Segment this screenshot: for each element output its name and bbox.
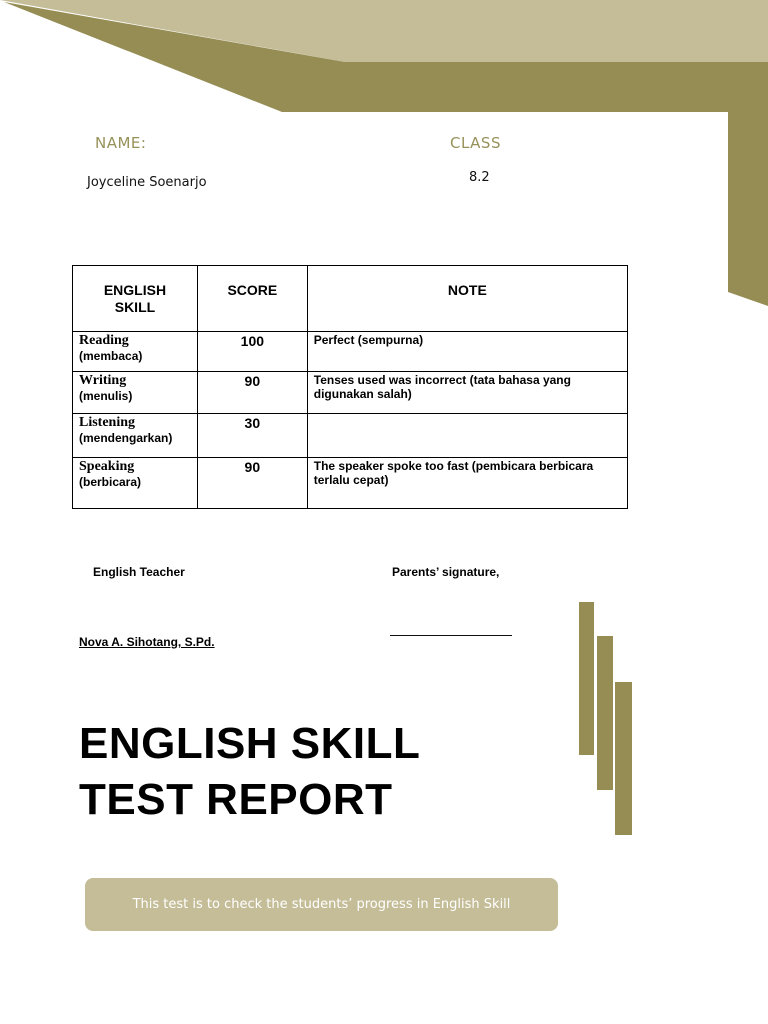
skill-cell <box>73 332 198 372</box>
skill-name: Speaking <box>79 459 135 474</box>
table-row <box>73 458 628 509</box>
skill-score-table <box>72 265 628 509</box>
skill-translation: (membaca) <box>79 349 143 363</box>
score-cell: 90 <box>197 372 307 414</box>
skill-translation: (berbicara) <box>79 475 142 489</box>
decorative-bar <box>615 682 632 835</box>
student-name: Joyceline Soenarjo <box>87 175 207 190</box>
table-row <box>73 414 628 458</box>
report-title <box>79 716 420 828</box>
title-line-1: ENGLISH SKILL <box>79 719 421 768</box>
name-label: NAME: <box>95 134 147 152</box>
parent-signature-label: Parents’ signature, <box>392 565 500 579</box>
skill-name: Writing <box>79 373 127 388</box>
skill-name: Listening <box>79 415 136 430</box>
title-line-2: TEST REPORT <box>79 775 393 824</box>
note-cell <box>307 414 627 458</box>
teacher-label: English Teacher <box>93 565 185 579</box>
teacher-name: Nova A. Sihotang, S.Pd. <box>79 635 215 649</box>
right-edge-strip <box>728 112 768 306</box>
table-row <box>73 332 628 372</box>
note-cell: Perfect (sempurna) <box>307 332 627 372</box>
table-header-row <box>73 266 628 332</box>
table-row <box>73 372 628 414</box>
score-cell: 30 <box>197 414 307 458</box>
score-cell: 100 <box>197 332 307 372</box>
skill-translation: (mendengarkan) <box>79 431 173 445</box>
header-english-skill: ENGLISH SKILL <box>73 266 198 332</box>
skill-translation: (menulis) <box>79 389 133 403</box>
skill-name: Reading <box>79 333 129 348</box>
note-cell: Tenses used was incorrect (tata bahasa yang digunakan salah) <box>307 372 627 414</box>
skill-cell <box>73 458 198 509</box>
header-note: NOTE <box>307 266 627 332</box>
class-label: CLASS <box>450 134 501 152</box>
score-cell: 90 <box>197 458 307 509</box>
header-score: SCORE <box>197 266 307 332</box>
skill-cell <box>73 414 198 458</box>
class-value: 8.2 <box>469 170 490 185</box>
parent-signature-line <box>390 635 512 636</box>
banner-text: This test is to check the students’ progress in English Skill <box>132 897 511 912</box>
decorative-bar <box>597 636 613 790</box>
decorative-bar <box>579 602 594 755</box>
description-banner <box>85 878 558 931</box>
note-cell: The speaker spoke too fast (pembicara berbicara terlalu cepat) <box>307 458 627 509</box>
skill-cell <box>73 372 198 414</box>
